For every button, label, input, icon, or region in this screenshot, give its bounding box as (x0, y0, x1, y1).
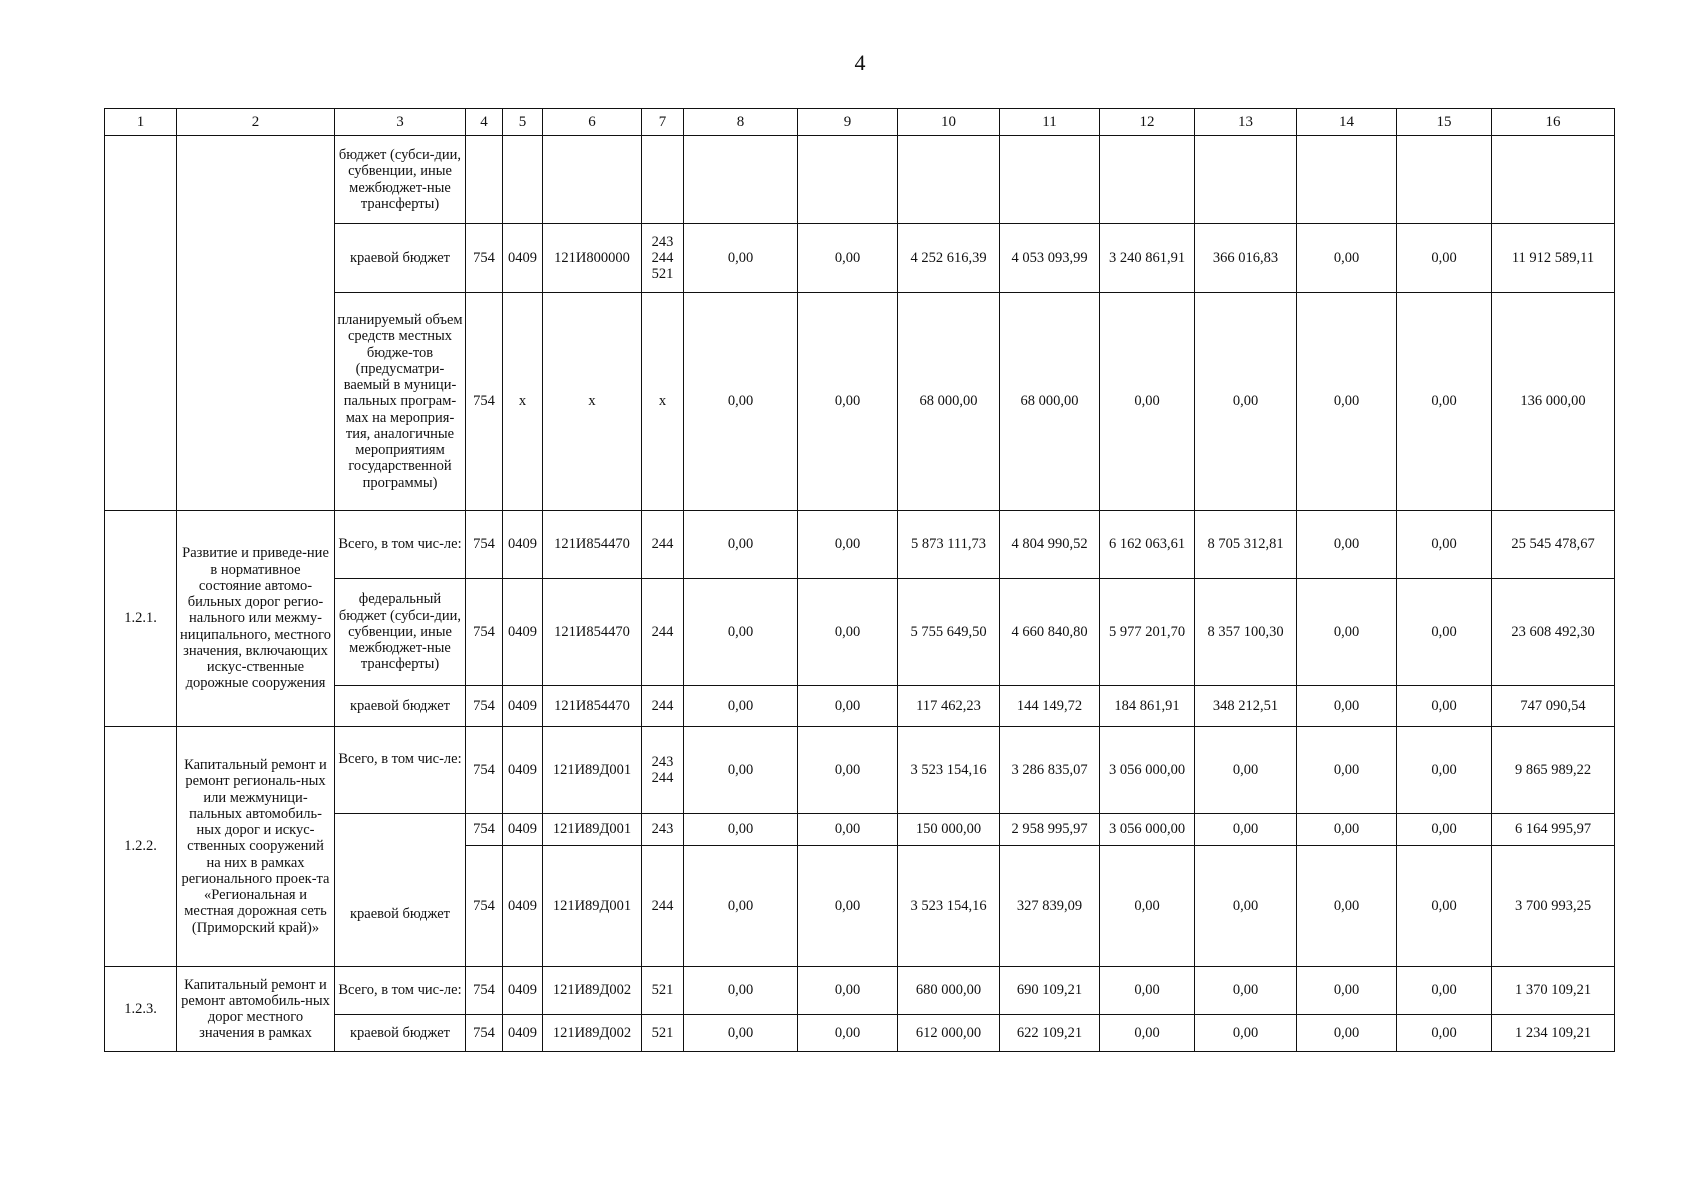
value-cell: 0,00 (1100, 967, 1195, 1015)
value-cell: 0,00 (1100, 846, 1195, 967)
cell-col4: 754 (466, 814, 503, 846)
funding-source-cell: краевой бюджет (335, 686, 466, 727)
value-cell: 0,00 (1297, 293, 1397, 511)
value-cell: 184 861,91 (1100, 686, 1195, 727)
header-cell: 12 (1100, 109, 1195, 136)
cell-col6: х (543, 293, 642, 511)
cell-col7: 244 (642, 579, 684, 686)
value-cell: 0,00 (1195, 727, 1297, 814)
value-cell: 0,00 (1297, 967, 1397, 1015)
cell-col7: 521 (642, 967, 684, 1015)
header-cell: 10 (898, 109, 1000, 136)
value-cell: 0,00 (798, 579, 898, 686)
cell-col4: 754 (466, 579, 503, 686)
value-cell: 136 000,00 (1492, 293, 1615, 511)
cell-col6: 121И89Д002 (543, 967, 642, 1015)
value-cell: 0,00 (1397, 686, 1492, 727)
value-cell: 144 149,72 (1000, 686, 1100, 727)
value-cell: 1 370 109,21 (1492, 967, 1615, 1015)
value-cell: 0,00 (1195, 967, 1297, 1015)
value-cell: 0,00 (1397, 579, 1492, 686)
value-cell: 23 608 492,30 (1492, 579, 1615, 686)
cell-col7: 243 244 (642, 727, 684, 814)
cell-col6: 121И854470 (543, 686, 642, 727)
value-cell: 5 873 111,73 (898, 511, 1000, 579)
value-cell (898, 136, 1000, 224)
cell-col4: 754 (466, 293, 503, 511)
value-cell: 0,00 (1397, 511, 1492, 579)
cell-col4: 754 (466, 846, 503, 967)
funding-source-cell: Всего, в том чис-ле: (335, 967, 466, 1015)
value-cell: 0,00 (798, 846, 898, 967)
header-cell: 14 (1297, 109, 1397, 136)
cell-col7: 244 (642, 511, 684, 579)
cell-col4: 754 (466, 686, 503, 727)
cell-col4: 754 (466, 224, 503, 293)
funding-source-cell: бюджет (субси-дии, субвенции, иные межбюджет-ные трансферты) (335, 136, 466, 224)
value-cell (684, 136, 798, 224)
funding-source-cell: Всего, в том чис-ле: (335, 727, 466, 814)
value-cell: 0,00 (1297, 224, 1397, 293)
value-cell (1000, 136, 1100, 224)
value-cell: 0,00 (684, 686, 798, 727)
header-row (105, 109, 1615, 136)
value-cell: 6 164 995,97 (1492, 814, 1615, 846)
cell-col7: 521 (642, 1015, 684, 1052)
value-cell: 0,00 (1297, 727, 1397, 814)
row-number-cell: 1.2.2. (105, 727, 177, 967)
value-cell (1195, 136, 1297, 224)
cell-col6: 121И800000 (543, 224, 642, 293)
funding-source-cell: краевой бюджет (335, 224, 466, 293)
cell-col5: 0409 (503, 511, 543, 579)
cell-col7: 244 (642, 686, 684, 727)
row-name-cell (177, 136, 335, 511)
value-cell: 0,00 (1297, 814, 1397, 846)
value-cell: 0,00 (798, 511, 898, 579)
value-cell (1297, 136, 1397, 224)
value-cell: 348 212,51 (1195, 686, 1297, 727)
value-cell: 0,00 (684, 967, 798, 1015)
header-cell: 13 (1195, 109, 1297, 136)
value-cell: 0,00 (1297, 511, 1397, 579)
header-cell: 4 (466, 109, 503, 136)
value-cell: 4 053 093,99 (1000, 224, 1100, 293)
value-cell: 366 016,83 (1195, 224, 1297, 293)
value-cell: 0,00 (1195, 814, 1297, 846)
value-cell: 6 162 063,61 (1100, 511, 1195, 579)
value-cell: 3 240 861,91 (1100, 224, 1195, 293)
value-cell: 0,00 (798, 686, 898, 727)
value-cell: 0,00 (1100, 1015, 1195, 1052)
value-cell: 1 234 109,21 (1492, 1015, 1615, 1052)
value-cell: 4 804 990,52 (1000, 511, 1100, 579)
value-cell: 0,00 (1397, 846, 1492, 967)
value-cell (1100, 136, 1195, 224)
cell-col6: 121И89Д001 (543, 727, 642, 814)
value-cell: 0,00 (798, 727, 898, 814)
value-cell: 0,00 (1195, 1015, 1297, 1052)
value-cell: 0,00 (1397, 727, 1492, 814)
cell-col5: х (503, 293, 543, 511)
value-cell: 0,00 (1397, 967, 1492, 1015)
value-cell: 3 286 835,07 (1000, 727, 1100, 814)
value-cell: 680 000,00 (898, 967, 1000, 1015)
row-name-cell: Капитальный ремонт и ремонт автомобиль-ных дорог местного значения в рамках (177, 967, 335, 1052)
value-cell: 0,00 (684, 1015, 798, 1052)
header-cell: 11 (1000, 109, 1100, 136)
value-cell: 0,00 (1195, 846, 1297, 967)
value-cell: 0,00 (1195, 293, 1297, 511)
row-number-cell (105, 136, 177, 511)
value-cell: 747 090,54 (1492, 686, 1615, 727)
value-cell: 0,00 (684, 293, 798, 511)
header-cell: 6 (543, 109, 642, 136)
value-cell: 0,00 (798, 814, 898, 846)
value-cell (1492, 136, 1615, 224)
header-cell: 9 (798, 109, 898, 136)
value-cell: 0,00 (798, 1015, 898, 1052)
header-cell: 5 (503, 109, 543, 136)
value-cell: 0,00 (1297, 1015, 1397, 1052)
value-cell: 0,00 (1397, 814, 1492, 846)
value-cell: 5 755 649,50 (898, 579, 1000, 686)
cell-col6: 121И89Д001 (543, 846, 642, 967)
cell-col5: 0409 (503, 224, 543, 293)
table-row (105, 967, 1615, 1015)
cell-col4: 754 (466, 1015, 503, 1052)
value-cell: 690 109,21 (1000, 967, 1100, 1015)
cell-col5: 0409 (503, 967, 543, 1015)
table-row (105, 727, 1615, 814)
funding-source-cell: краевой бюджет (335, 814, 466, 967)
header-cell: 15 (1397, 109, 1492, 136)
value-cell: 0,00 (798, 967, 898, 1015)
page-number: 4 (854, 50, 866, 75)
cell-col5: 0409 (503, 1015, 543, 1052)
cell-col7: 243 244 521 (642, 224, 684, 293)
value-cell: 4 660 840,80 (1000, 579, 1100, 686)
value-cell: 8 705 312,81 (1195, 511, 1297, 579)
value-cell: 0,00 (684, 511, 798, 579)
value-cell: 0,00 (1100, 293, 1195, 511)
cell-col6: 121И854470 (543, 511, 642, 579)
value-cell: 3 523 154,16 (898, 727, 1000, 814)
value-cell: 0,00 (798, 293, 898, 511)
value-cell: 0,00 (1397, 1015, 1492, 1052)
value-cell: 68 000,00 (1000, 293, 1100, 511)
value-cell: 327 839,09 (1000, 846, 1100, 967)
cell-col5: 0409 (503, 727, 543, 814)
value-cell: 3 523 154,16 (898, 846, 1000, 967)
value-cell: 68 000,00 (898, 293, 1000, 511)
cell-col4: 754 (466, 967, 503, 1015)
row-number-cell: 1.2.3. (105, 967, 177, 1052)
cell-col5 (503, 136, 543, 224)
value-cell: 3 056 000,00 (1100, 727, 1195, 814)
funding-source-cell: краевой бюджет (335, 1015, 466, 1052)
header-cell: 3 (335, 109, 466, 136)
cell-col6: 121И854470 (543, 579, 642, 686)
header-cell: 2 (177, 109, 335, 136)
value-cell: 0,00 (798, 224, 898, 293)
value-cell: 3 700 993,25 (1492, 846, 1615, 967)
value-cell: 0,00 (1297, 579, 1397, 686)
value-cell: 0,00 (684, 579, 798, 686)
funding-source-cell: планируемый объем средств местных бюдже-тов (предусматри-ваемый в муници-пальных програм-мах на мероприя-тия, аналогичные мероприятиям государственной программы) (335, 293, 466, 511)
value-cell: 622 109,21 (1000, 1015, 1100, 1052)
value-cell: 0,00 (684, 814, 798, 846)
value-cell: 3 056 000,00 (1100, 814, 1195, 846)
table-row (105, 136, 1615, 224)
value-cell: 0,00 (1297, 686, 1397, 727)
value-cell: 612 000,00 (898, 1015, 1000, 1052)
header-cell: 7 (642, 109, 684, 136)
value-cell: 0,00 (1397, 293, 1492, 511)
budget-table (104, 108, 1615, 1052)
cell-col5: 0409 (503, 686, 543, 727)
cell-col7 (642, 136, 684, 224)
value-cell (798, 136, 898, 224)
table-row (105, 511, 1615, 579)
cell-col7: 244 (642, 846, 684, 967)
funding-source-cell: федеральный бюджет (субси-дии, субвенции, иные межбюджет-ные трансферты) (335, 579, 466, 686)
cell-col6 (543, 136, 642, 224)
cell-col7: 243 (642, 814, 684, 846)
value-cell: 9 865 989,22 (1492, 727, 1615, 814)
cell-col6: 121И89Д002 (543, 1015, 642, 1052)
value-cell: 0,00 (684, 224, 798, 293)
value-cell: 8 357 100,30 (1195, 579, 1297, 686)
value-cell: 0,00 (1297, 846, 1397, 967)
cell-col5: 0409 (503, 814, 543, 846)
cell-col6: 121И89Д001 (543, 814, 642, 846)
value-cell: 0,00 (1397, 224, 1492, 293)
value-cell (1397, 136, 1492, 224)
cell-col4 (466, 136, 503, 224)
value-cell: 2 958 995,97 (1000, 814, 1100, 846)
value-cell: 0,00 (684, 846, 798, 967)
row-number-cell: 1.2.1. (105, 511, 177, 727)
header-cell: 8 (684, 109, 798, 136)
funding-source-cell: Всего, в том чис-ле: (335, 511, 466, 579)
row-name-cell: Капитальный ремонт и ремонт региональ-ных или межмуници-пальных автомобиль-ных дорог и искус-ственных сооружений на них в рамках регионального проек-та «Региональная и местная дорожная сеть (Приморский край)» (177, 727, 335, 967)
cell-col5: 0409 (503, 846, 543, 967)
value-cell: 5 977 201,70 (1100, 579, 1195, 686)
value-cell: 0,00 (684, 727, 798, 814)
cell-col4: 754 (466, 511, 503, 579)
row-name-cell: Развитие и приведе-ние в нормативное состояние автомо-бильных дорог регио-нального или межму-ниципального, местного значения, включающих искус-ственные дорожные сооружения (177, 511, 335, 727)
cell-col5: 0409 (503, 579, 543, 686)
value-cell: 4 252 616,39 (898, 224, 1000, 293)
value-cell: 11 912 589,11 (1492, 224, 1615, 293)
header-cell: 16 (1492, 109, 1615, 136)
value-cell: 25 545 478,67 (1492, 511, 1615, 579)
cell-col4: 754 (466, 727, 503, 814)
header-cell: 1 (105, 109, 177, 136)
cell-col7: х (642, 293, 684, 511)
value-cell: 150 000,00 (898, 814, 1000, 846)
value-cell: 117 462,23 (898, 686, 1000, 727)
